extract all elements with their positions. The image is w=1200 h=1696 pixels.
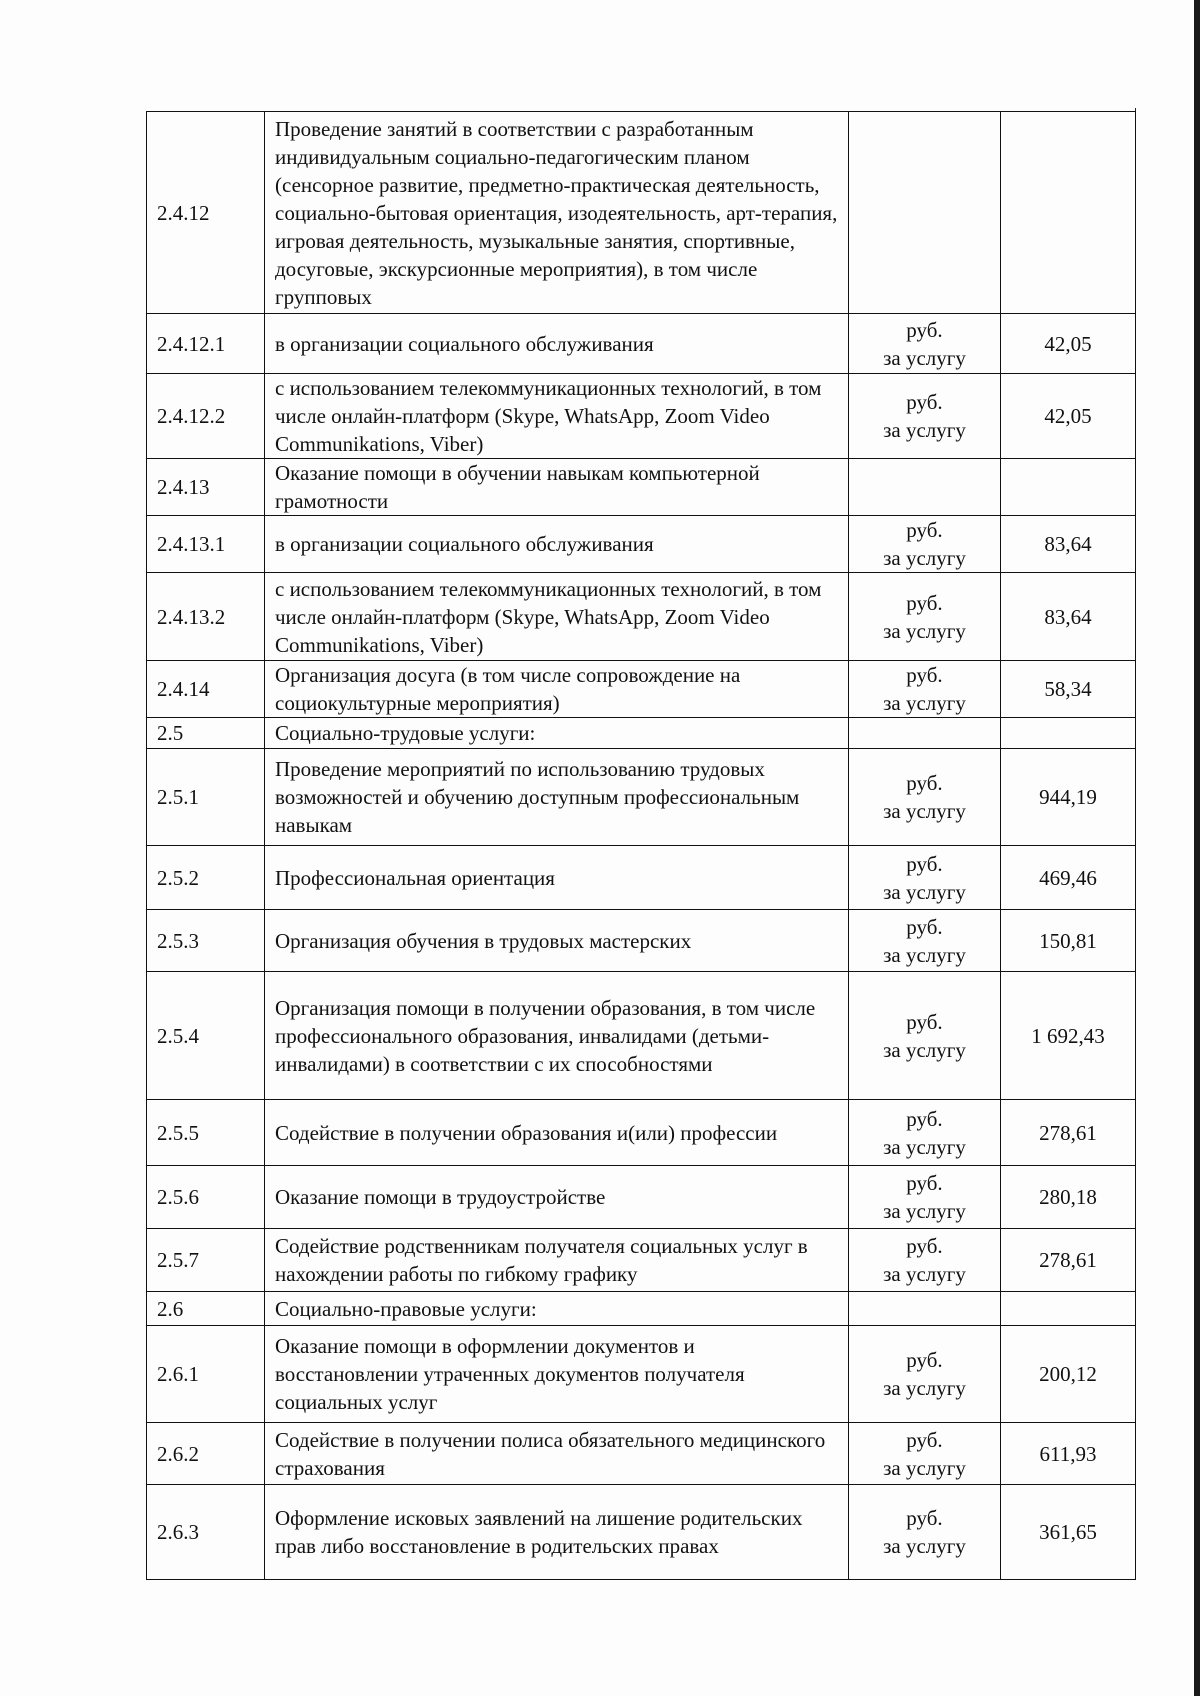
unit-line-1: руб. (906, 771, 943, 795)
price-value: 469,46 (1001, 846, 1136, 910)
service-name: Организация помощи в получении образования, в том числе профессионального образования, инвалидами (детьми-инвалидами) в соответствии с их способностями (265, 972, 849, 1100)
services-tariff-table (146, 111, 1136, 1580)
price-value: 278,61 (1001, 1100, 1136, 1166)
service-name: Оказание помощи в трудоустройстве (265, 1166, 849, 1229)
unit-cell (849, 1100, 1001, 1166)
unit-line-1: руб. (906, 1009, 943, 1034)
unit-line-1: руб. (906, 663, 943, 687)
table-row (147, 661, 1136, 718)
unit-line-2: за услугу (883, 1376, 966, 1400)
service-name: Оказание помощи в оформлении документов и восстановлении утраченных документов получателя социальных услуг (265, 1326, 849, 1423)
unit-cell (849, 459, 1001, 516)
unit-cell (849, 516, 1001, 573)
service-name: Проведение занятий в соответствии с разработанным индивидуальным социально-педагогическим планом (сенсорное развитие, предметно-практическая деятельность, социально-бытовая ориентация, изодеятельность, арт-терапия, игровая деятельность, музыкальные занятия, спортивные, досуговые, экскурсионные мероприятия), в том числе групповых (265, 112, 849, 314)
row-number: 2.6.3 (147, 1485, 265, 1580)
price-value (1001, 459, 1136, 516)
table-row (147, 1292, 1136, 1326)
unit-line-1: руб. (906, 1106, 943, 1131)
table-row (147, 573, 1136, 661)
table-row (147, 374, 1136, 459)
price-value (1001, 718, 1136, 749)
unit-cell (849, 910, 1001, 972)
table-row (147, 516, 1136, 573)
unit-line-1: руб. (906, 590, 943, 615)
price-value: 944,19 (1001, 749, 1136, 846)
service-name: Оказание помощи в обучении навыкам компьютерной грамотности (265, 459, 849, 516)
unit-cell (849, 1423, 1001, 1485)
table-row (147, 1423, 1136, 1485)
row-number: 2.4.14 (147, 661, 265, 718)
unit-line-2: за услугу (883, 1037, 966, 1062)
row-number: 2.6.1 (147, 1326, 265, 1423)
unit-cell (849, 573, 1001, 661)
unit-cell (849, 749, 1001, 846)
table-row (147, 846, 1136, 910)
table-row (147, 459, 1136, 516)
price-value (1001, 1292, 1136, 1326)
row-number: 2.5.3 (147, 910, 265, 972)
table-row (147, 1100, 1136, 1166)
unit-line-1: руб. (906, 390, 943, 414)
unit-cell (849, 314, 1001, 374)
table-row (147, 910, 1136, 972)
unit-cell (849, 1229, 1001, 1292)
row-number: 2.4.13.2 (147, 573, 265, 661)
row-number: 2.6.2 (147, 1423, 265, 1485)
unit-line-2: за услугу (883, 1262, 966, 1286)
unit-cell (849, 1485, 1001, 1580)
service-name: в организации социального обслуживания (265, 314, 849, 374)
unit-cell (849, 661, 1001, 718)
row-number: 2.5.4 (147, 972, 265, 1100)
unit-cell (849, 1292, 1001, 1326)
unit-cell (849, 972, 1001, 1100)
unit-line-2: за услугу (883, 691, 966, 715)
row-number: 2.4.12 (147, 112, 265, 314)
unit-cell (849, 718, 1001, 749)
service-name: Содействие в получении образования и(или) профессии (265, 1100, 849, 1166)
price-value: 58,34 (1001, 661, 1136, 718)
unit-line-2: за услугу (883, 618, 966, 643)
row-number: 2.4.13.1 (147, 516, 265, 573)
price-value: 42,05 (1001, 374, 1136, 459)
table-row (147, 718, 1136, 749)
unit-line-1: руб. (906, 1171, 943, 1195)
unit-line-2: за услугу (883, 418, 966, 442)
unit-line-2: за услугу (883, 942, 966, 967)
service-name: Проведение мероприятий по использованию трудовых возможностей и обучению доступным профессиональным навыкам (265, 749, 849, 846)
row-number: 2.4.13 (147, 459, 265, 516)
price-value: 280,18 (1001, 1166, 1136, 1229)
price-value: 1 692,43 (1001, 972, 1136, 1100)
unit-cell (849, 112, 1001, 314)
table-row (147, 1229, 1136, 1292)
price-value: 361,65 (1001, 1485, 1136, 1580)
row-number: 2.5 (147, 718, 265, 749)
unit-line-2: за услугу (883, 546, 966, 570)
table-row (147, 112, 1136, 314)
table-row (147, 1485, 1136, 1580)
unit-line-2: за услугу (883, 1534, 966, 1558)
unit-line-1: руб. (906, 1348, 943, 1372)
service-name: Содействие родственникам получателя социальных услуг в нахождении работы по гибкому графику (265, 1229, 849, 1292)
unit-line-1: руб. (906, 518, 943, 542)
price-value: 83,64 (1001, 516, 1136, 573)
unit-line-2: за услугу (883, 345, 966, 370)
table-row (147, 314, 1136, 374)
table-row (147, 972, 1136, 1100)
service-name: Организация обучения в трудовых мастерских (265, 910, 849, 972)
price-value: 200,12 (1001, 1326, 1136, 1423)
table-row (147, 1326, 1136, 1423)
unit-line-2: за услугу (883, 879, 966, 904)
unit-cell (849, 374, 1001, 459)
unit-line-2: за услугу (883, 1455, 966, 1480)
table-row (147, 749, 1136, 846)
price-value: 278,61 (1001, 1229, 1136, 1292)
service-name: с использованием телекоммуникационных технологий, в том числе онлайн-платформ (Skype, WhatsApp, Zoom Video Communikations, Viber) (265, 573, 849, 661)
unit-cell (849, 846, 1001, 910)
service-name: Социально-правовые услуги: (265, 1292, 849, 1326)
unit-line-1: руб. (906, 1506, 943, 1530)
unit-line-1: руб. (906, 1234, 943, 1258)
table-row (147, 1166, 1136, 1229)
row-number: 2.5.7 (147, 1229, 265, 1292)
service-name: Оформление исковых заявлений на лишение родительских прав либо восстановление в родительских правах (265, 1485, 849, 1580)
row-number: 2.4.12.2 (147, 374, 265, 459)
unit-line-1: руб. (906, 1427, 943, 1452)
price-value: 83,64 (1001, 573, 1136, 661)
unit-line-1: руб. (906, 914, 943, 939)
service-name: Организация досуга (в том числе сопровождение на социокультурные мероприятия) (265, 661, 849, 718)
row-number: 2.4.12.1 (147, 314, 265, 374)
unit-line-2: за услугу (883, 1199, 966, 1223)
unit-line-2: за услугу (883, 799, 966, 823)
row-number: 2.6 (147, 1292, 265, 1326)
row-number: 2.5.2 (147, 846, 265, 910)
unit-cell (849, 1326, 1001, 1423)
service-name: Содействие в получении полиса обязательного медицинского страхования (265, 1423, 849, 1485)
row-number: 2.5.6 (147, 1166, 265, 1229)
price-value: 42,05 (1001, 314, 1136, 374)
price-value (1001, 112, 1136, 314)
price-value: 611,93 (1001, 1423, 1136, 1485)
service-name: с использованием телекоммуникационных технологий, в том числе онлайн-платформ (Skype, WhatsApp, Zoom Video Communikations, Viber) (265, 374, 849, 459)
unit-cell (849, 1166, 1001, 1229)
unit-line-1: руб. (906, 851, 943, 876)
scan-edge (1194, 0, 1200, 1696)
service-name: Социально-трудовые услуги: (265, 718, 849, 749)
price-value: 150,81 (1001, 910, 1136, 972)
service-name: Профессиональная ориентация (265, 846, 849, 910)
service-name: в организации социального обслуживания (265, 516, 849, 573)
unit-line-1: руб. (906, 317, 943, 342)
row-number: 2.5.5 (147, 1100, 265, 1166)
row-number: 2.5.1 (147, 749, 265, 846)
unit-line-2: за услугу (883, 1134, 966, 1159)
